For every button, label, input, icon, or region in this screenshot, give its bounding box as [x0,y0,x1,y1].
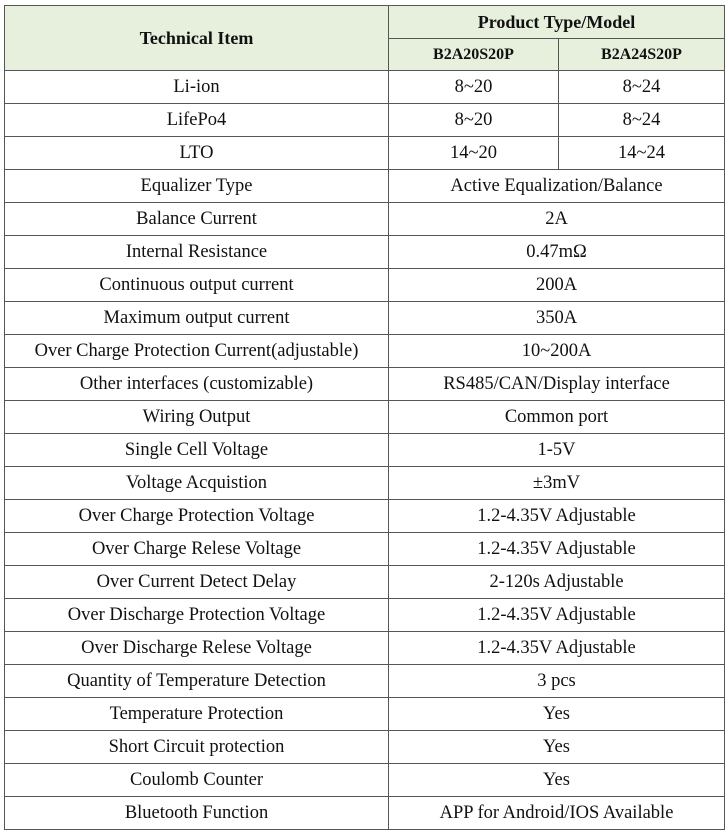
row-label: Internal Resistance [5,236,389,269]
row-label: Short Circuit protection [5,731,389,764]
table-row [5,731,725,764]
table-row [5,401,725,434]
table-row [5,71,725,104]
table-row [5,665,725,698]
table-row [5,302,725,335]
row-value: 8~20 [389,71,559,104]
table-row [5,368,725,401]
row-value: 1.2-4.35V Adjustable [389,500,725,533]
row-label: Other interfaces (customizable) [5,368,389,401]
row-label: Quantity of Temperature Detection [5,665,389,698]
row-label: LifePo4 [5,104,389,137]
row-value: 8~24 [559,104,725,137]
row-label: Over Charge Protection Current(adjustable) [5,335,389,368]
row-value: Yes [389,698,725,731]
row-label: Temperature Protection [5,698,389,731]
table-row [5,269,725,302]
row-value: 350A [389,302,725,335]
row-value: 3 pcs [389,665,725,698]
row-label: Maximum output current [5,302,389,335]
row-value: 2A [389,203,725,236]
table-row [5,203,725,236]
table-row [5,434,725,467]
row-label: Continuous output current [5,269,389,302]
row-label: Voltage Acquistion [5,467,389,500]
table-row [5,467,725,500]
row-value: 1.2-4.35V Adjustable [389,599,725,632]
table-row [5,500,725,533]
table-row [5,335,725,368]
row-value: 8~24 [559,71,725,104]
table-row [5,533,725,566]
row-label: Coulomb Counter [5,764,389,797]
table-row [5,698,725,731]
spec-table [4,5,725,830]
table-row [5,599,725,632]
row-label: Over Charge Protection Voltage [5,500,389,533]
table-row [5,566,725,599]
table-row [5,104,725,137]
table-row [5,170,725,203]
row-value: 1.2-4.35V Adjustable [389,533,725,566]
row-label: Equalizer Type [5,170,389,203]
row-label: Over Charge Relese Voltage [5,533,389,566]
row-label: Over Current Detect Delay [5,566,389,599]
row-value: APP for Android/IOS Available [389,797,725,830]
row-value: Yes [389,764,725,797]
row-value: RS485/CAN/Display interface [389,368,725,401]
row-value: 1.2-4.35V Adjustable [389,632,725,665]
row-value: 14~20 [389,137,559,170]
model-header: B2A24S20P [559,39,725,71]
row-value: 2-120s Adjustable [389,566,725,599]
table-row [5,764,725,797]
row-label: Li-ion [5,71,389,104]
product-type-header: Product Type/Model [389,6,725,39]
table-row [5,797,725,830]
technical-item-header: Technical Item [5,6,389,71]
table-row [5,236,725,269]
row-label: Wiring Output [5,401,389,434]
table-row [5,137,725,170]
row-value: Yes [389,731,725,764]
row-value: ±3mV [389,467,725,500]
model-header: B2A20S20P [389,39,559,71]
row-label: Bluetooth Function [5,797,389,830]
row-label: Over Discharge Relese Voltage [5,632,389,665]
row-label: Over Discharge Protection Voltage [5,599,389,632]
row-value: 8~20 [389,104,559,137]
row-label: Single Cell Voltage [5,434,389,467]
row-label: Balance Current [5,203,389,236]
row-value: Common port [389,401,725,434]
row-label: LTO [5,137,389,170]
row-value: 200A [389,269,725,302]
table-row [5,632,725,665]
row-value: 0.47mΩ [389,236,725,269]
row-value: 10~200A [389,335,725,368]
row-value: Active Equalization/Balance [389,170,725,203]
row-value: 14~24 [559,137,725,170]
row-value: 1-5V [389,434,725,467]
